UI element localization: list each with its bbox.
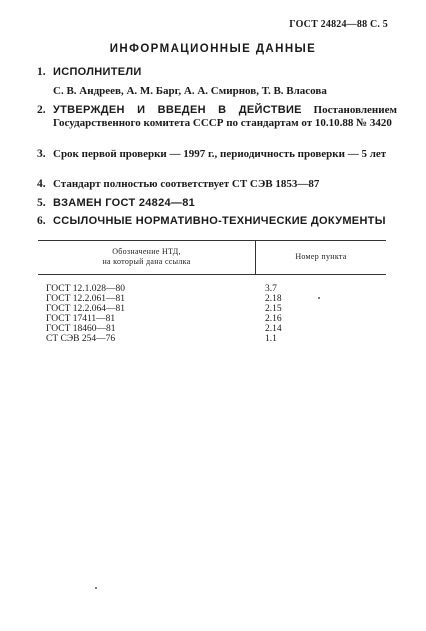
page-title: ИНФОРМАЦИОННЫЕ ДАННЫЕ	[109, 43, 317, 55]
scan-speck	[95, 587, 97, 589]
table-cell-item: 3.7	[265, 284, 277, 294]
section-6	[37, 215, 397, 228]
table-cell-document: ГОСТ 12.2.064—81	[46, 304, 125, 314]
section-3	[37, 148, 397, 161]
table-row	[38, 314, 386, 324]
section-5	[37, 197, 397, 210]
table-cell-item: 2.18	[265, 294, 282, 304]
table-row	[38, 294, 386, 304]
table-row	[38, 334, 386, 344]
section-number: 1.	[37, 66, 46, 78]
section-number: 3.	[37, 148, 46, 160]
table-row	[38, 284, 386, 294]
section-heading: ВЗАМЕН ГОСТ 24824—81	[53, 197, 196, 209]
section-heading: УТВЕРЖДЕН И ВВЕДЕН В ДЕЙСТВИЕ	[53, 104, 302, 116]
section-number: 2.	[37, 104, 46, 116]
table-cell-item: 2.16	[265, 314, 282, 324]
table-cell-document: СТ СЭВ 254—76	[46, 334, 116, 344]
column-header-item: Номер пункта	[295, 252, 347, 261]
section-number: 5.	[37, 197, 46, 209]
section-text: Стандарт полностью соответствует СТ СЭВ 1853—87	[53, 178, 320, 190]
section-text: Постановлением Государственного комитета СССР по стандартам от 10.10.88 № 3420	[53, 104, 397, 129]
section-heading: ИСПОЛНИТЕЛИ	[53, 66, 142, 78]
table-cell-item: 2.15	[265, 304, 282, 314]
section-heading: ССЫЛОЧНЫЕ НОРМАТИВНО-ТЕХНИЧЕСКИЕ ДОКУМЕНТЫ	[53, 215, 386, 227]
section-number: 6.	[37, 215, 46, 227]
table-cell-document: ГОСТ 12.1.028—80	[46, 284, 125, 294]
table-top-rule	[38, 240, 386, 241]
section-text: Срок первой проверки — 1997 г., периодичность проверки — 5 лет	[53, 148, 387, 160]
table-row	[38, 304, 386, 314]
table-cell-document: ГОСТ 18460—81	[46, 324, 116, 334]
table-row	[38, 324, 386, 334]
table-cell-item: 2.14	[265, 324, 282, 334]
section-4	[37, 178, 397, 191]
column-header-document: Обозначение НТД, на который дана ссылка	[102, 247, 191, 266]
table-header-rule	[38, 274, 386, 275]
section-2	[37, 104, 397, 130]
executors-list: С. В. Андреев, А. М. Барг, А. А. Смирнов, Т. В. Власова	[53, 85, 327, 97]
table-cell-document: ГОСТ 12.2.061—81	[46, 294, 125, 304]
section-1	[37, 66, 397, 79]
table-cell-document: ГОСТ 17411—81	[46, 314, 116, 324]
running-header: ГОСТ 24824—88 С. 5	[289, 19, 388, 30]
scan-speck	[318, 297, 320, 299]
section-number: 4.	[37, 178, 46, 190]
table-cell-item: 1.1	[265, 334, 277, 344]
